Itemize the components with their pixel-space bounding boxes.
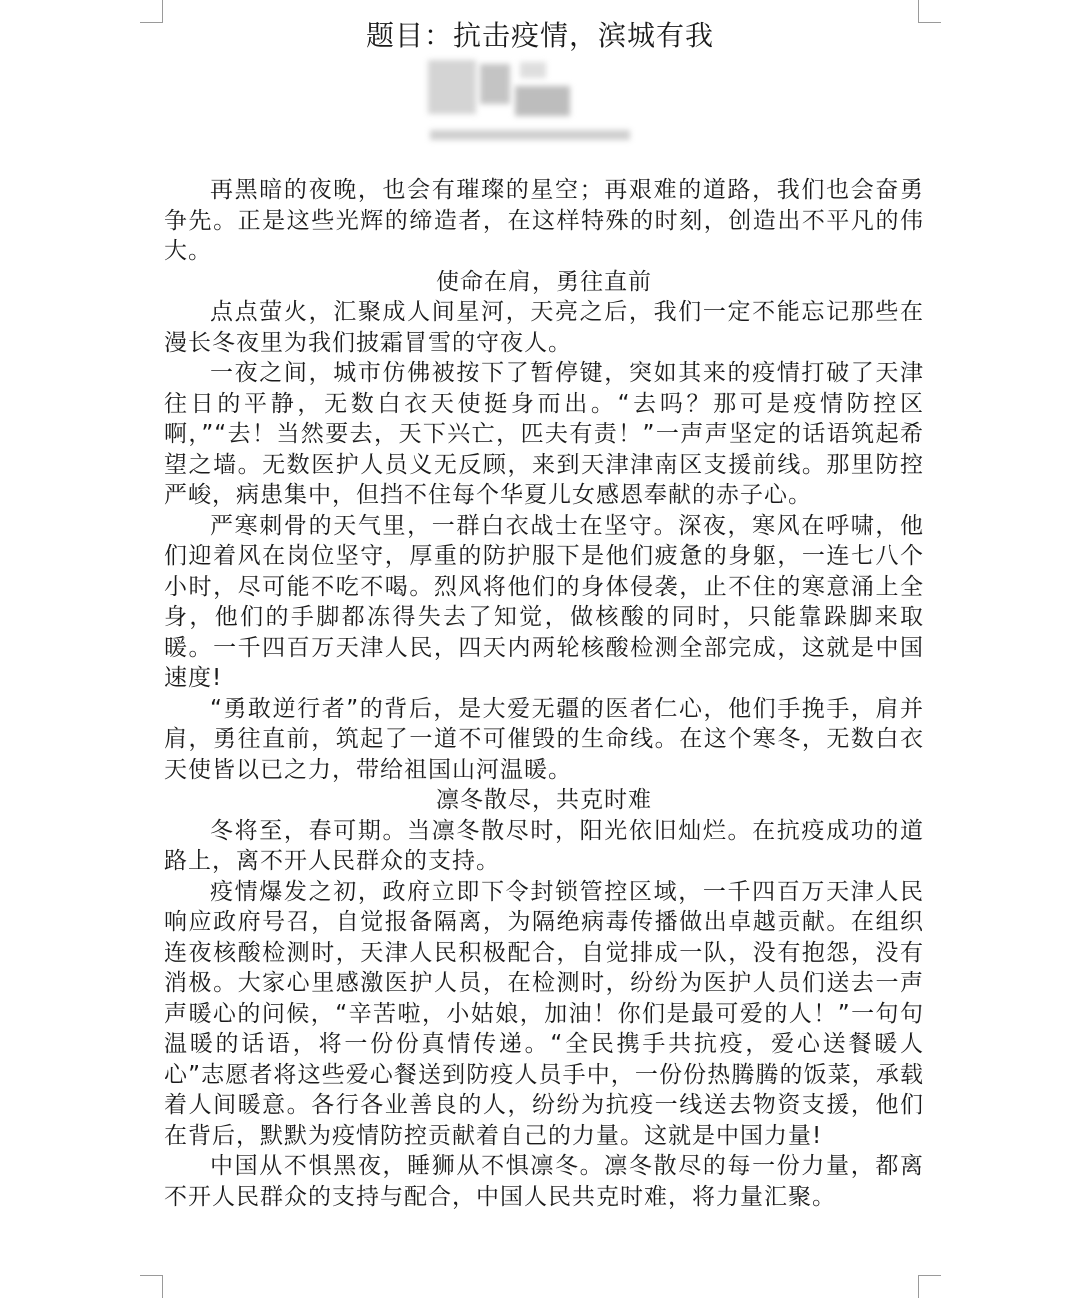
document-title: 题目：抗击疫情，滨城有我 xyxy=(365,19,714,52)
paragraph: 冬将至，春可期。当凛冬散尽时，阳光依旧灿烂。在抗疫成功的道路上，离不开人民群众的支持。 xyxy=(164,817,924,874)
paragraph: 点点萤火，汇聚成人间星河，天亮之后，我们一定不能忘记那些在漫长冬夜里为我们披霜冒雪的守夜人。 xyxy=(164,299,924,356)
paragraph: 一夜之间，城市仿佛被按下了暂停键，突如其来的疫情打破了天津往日的平静，无数白衣天使挺身而出。“去吗？那可是疫情防控区啊，”“去！当然要去，天下兴亡，匹夫有责！”一声声坚定的话语筑起希望之墙。无数医护人员义无反顾，来到天津津南区支援前线。那里防控严峻，病患集中，但挡不住每个华夏儿女感恩奉献的赤子心。 xyxy=(164,360,924,508)
paragraph: 疫情爆发之初，政府立即下令封锁管控区域，一千四百万天津人民响应政府号召，自觉报备隔离，为隔绝病毒传播做出卓越贡献。在组织连夜核酸检测时，天津人民积极配合，自觉排成一队，没有抱怨，没有消极。大家心里感激医护人员，在检测时，纷纷为医护人员们送去一声声暖心的问候，“辛苦啦，小姑娘，加油！你们是最可爱的人！”一句句温暖的话语，将一份份真情传递。“全民携手共抗疫，爱心送餐暖人心”志愿者将这些爱心餐送到防疫人员手中，一份份热腾腾的饭菜，承载着人间暖意。各行各业善良的人，纷纷为抗疫一线送去物资支援，他们在背后，默默为疫情防控贡献着自己的力量。这就是中国力量! xyxy=(164,878,924,1149)
crop-mark-bottom-left xyxy=(140,1275,163,1298)
paragraph: “勇敢逆行者”的背后，是大爱无疆的医者仁心，他们手挽手，肩并肩，勇往直前，筑起了一道不可催毁的生命线。在这个寒冬，无数白衣天使皆以已之力，带给祖国山河温暖。 xyxy=(164,695,924,783)
crop-mark-bottom-right xyxy=(918,1275,941,1298)
paragraph: 严寒刺骨的天气里，一群白衣战士在坚守。深夜，寒风在呼啸，他们迎着风在岗位坚守，厚重的防护服下是他们疲惫的身躯，一连七八个小时，尽可能不吃不喝。烈风将他们的身体侵袭，止不住的寒意涌上全身，他们的手脚都冻得失去了知觉，做核酸的同时，只能靠跺脚来取暖。一千四百万天津人民，四天内两轮核酸检测全部完成，这就是中国速度! xyxy=(164,512,924,691)
paragraph-intro: 再黑暗的夜晚，也会有璀璨的星空；再艰难的道路，我们也会奋勇争先。正是这些光辉的缔造者，在这样特殊的时刻，创造出不平凡的伟大。 xyxy=(164,177,924,264)
section-heading-2: 凛冬散尽，共克时难 xyxy=(436,787,652,813)
document-body xyxy=(164,175,924,1212)
blurred-author-info xyxy=(420,58,660,153)
section-heading-1: 使命在肩，勇往直前 xyxy=(436,268,652,295)
paragraph: 中国从不惧黑夜，睡狮从不惧凛冬。凛冬散尽的每一份力量，都离不开人民群众的支持与配合，中国人民共克时难，将力量汇聚。 xyxy=(164,1153,924,1210)
